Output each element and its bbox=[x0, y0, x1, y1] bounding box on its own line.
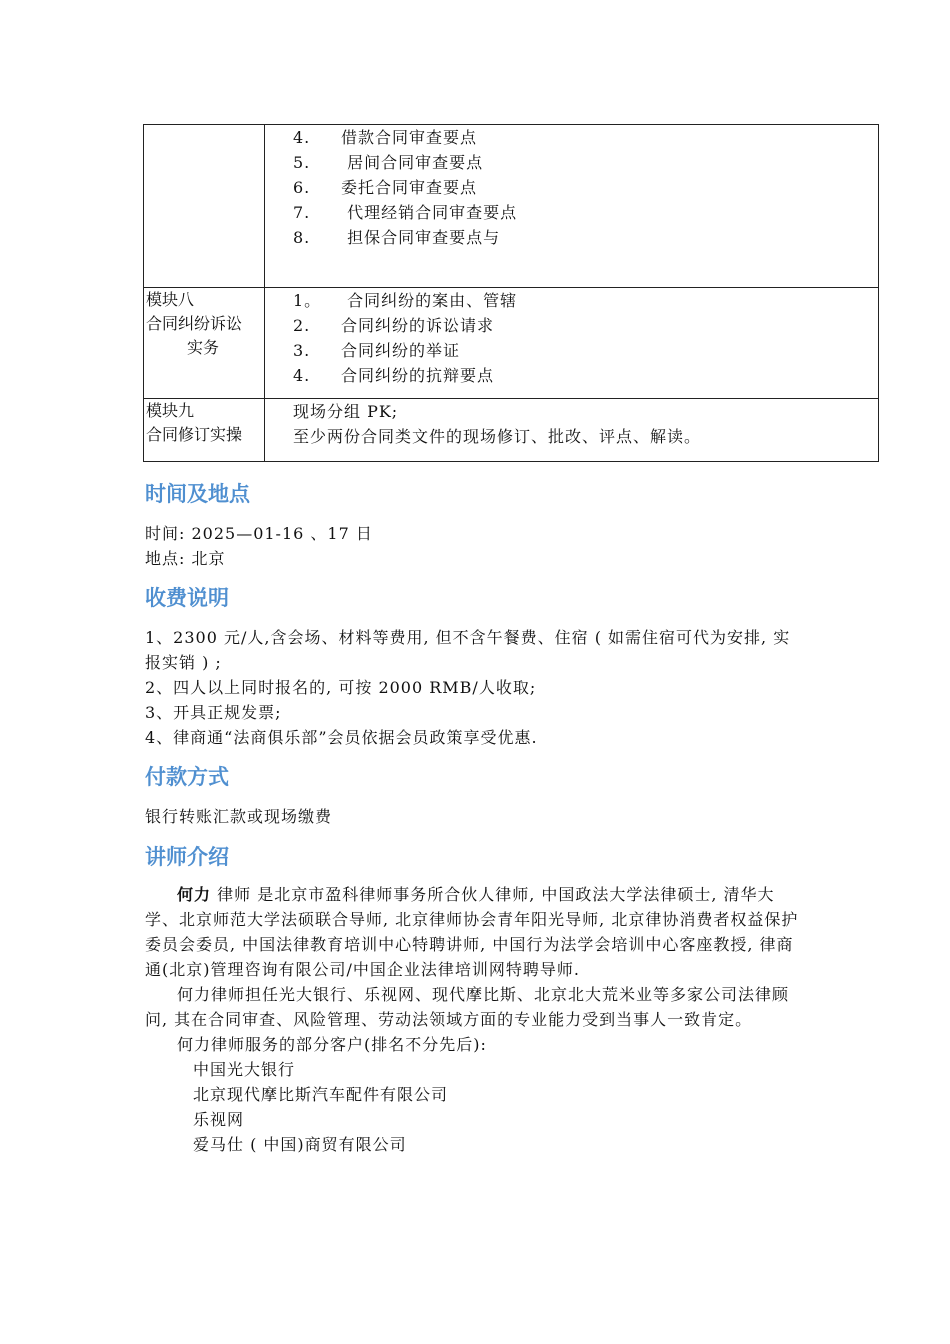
payment-text: 银行转账汇款或现场缴费 bbox=[145, 807, 333, 826]
list-item: 2. 合同纠纷的诉讼请求 bbox=[293, 316, 495, 335]
table-row bbox=[144, 288, 879, 399]
lecturer-name: 何力 bbox=[177, 885, 212, 904]
list-item: 8. 担保合同审查要点与 bbox=[293, 228, 501, 247]
list-item: 1。 合同纠纷的案由、管辖 bbox=[293, 291, 518, 310]
fee-item: 4、律商通“法商俱乐部”会员依据会员政策享受优惠. bbox=[145, 728, 538, 747]
fee-item: 2、四人以上同时报名的, 可按 2000 RMB/人收取; bbox=[145, 678, 537, 697]
list-item: 5. 居间合同审查要点 bbox=[293, 153, 484, 172]
section-heading-payment: 付款方式 bbox=[145, 765, 229, 789]
place-text: 地点: 北京 bbox=[145, 549, 226, 568]
module-subtitle: 合同修订实操 bbox=[146, 425, 243, 444]
lecturer-clients-intro: 何力律师担任光大银行、乐视网、现代摩比斯、北京北大荒米业等多家公司法律顾问, 其在合同审查、风险管理、劳动法领域方面的专业能力受到当事人一致肯定。 bbox=[145, 985, 790, 1029]
module-cell bbox=[144, 288, 265, 399]
list-item: 爱马仕 ( 中国)商贸有限公司 bbox=[193, 1135, 407, 1154]
fee-item: 3、开具正规发票; bbox=[145, 703, 282, 722]
module-content-cell bbox=[265, 125, 879, 288]
list-item: 现场分组 PK; bbox=[293, 402, 399, 421]
list-item: 3. 合同纠纷的举证 bbox=[293, 341, 461, 360]
section-heading-fees: 收费说明 bbox=[145, 586, 229, 610]
module-title: 模块八 bbox=[146, 290, 195, 309]
time-text: 时间: 2025—01-16 、17 日 bbox=[145, 524, 373, 543]
module-cell bbox=[144, 399, 265, 462]
list-item: 4. 合同纠纷的抗辩要点 bbox=[293, 366, 495, 385]
payment-block bbox=[145, 804, 805, 829]
list-item: 北京现代摩比斯汽车配件有限公司 bbox=[193, 1085, 449, 1104]
table-row bbox=[144, 125, 879, 288]
lecturer-clients-title: 何力律师服务的部分客户(排名不分先后): bbox=[177, 1035, 487, 1054]
module-cell bbox=[144, 125, 265, 288]
fees-block bbox=[145, 625, 805, 750]
module-title: 模块九 bbox=[146, 401, 195, 420]
list-item: 至少两份合同类文件的现场修订、批改、评点、解读。 bbox=[293, 427, 702, 446]
lecturer-bio: 何力 律师 是北京市盈科律师事务所合伙人律师, 中国政法大学法律硕士, 清华大学、北京师范大学法硕联合导师, 北京律师协会青年阳光导师, 北京律协消费者权益保护委员会委员, 中国法律教育培训中心特聘讲师, 中国行为法学会培训中心客座教授, 律商通(北京)管理咨询有限公司/中国企业法律培训网特聘导师. bbox=[145, 885, 799, 979]
table-row bbox=[144, 399, 879, 462]
section-heading-time-place: 时间及地点 bbox=[145, 482, 250, 506]
list-item: 6. 委托合同审查要点 bbox=[293, 178, 478, 197]
section-heading-lecturer: 讲师介绍 bbox=[145, 845, 229, 869]
list-item: 7. 代理经销合同审查要点 bbox=[293, 203, 518, 222]
module-content-cell bbox=[265, 399, 879, 462]
list-item: 中国光大银行 bbox=[193, 1060, 296, 1079]
fee-item: 1、2300 元/人,含会场、材料等费用, 但不含午餐费、住宿 ( 如需住宿可代为安排, 实报实销 ) ; bbox=[145, 628, 791, 672]
course-modules-table bbox=[143, 124, 879, 462]
list-item: 4. 借款合同审查要点 bbox=[293, 128, 478, 147]
time-place-block bbox=[145, 521, 805, 571]
module-subtitle: 实务 bbox=[186, 338, 219, 357]
list-item: 乐视网 bbox=[193, 1110, 245, 1129]
module-content-cell bbox=[265, 288, 879, 399]
module-subtitle: 合同纠纷诉讼 bbox=[146, 314, 243, 333]
lecturer-block bbox=[145, 882, 805, 1157]
